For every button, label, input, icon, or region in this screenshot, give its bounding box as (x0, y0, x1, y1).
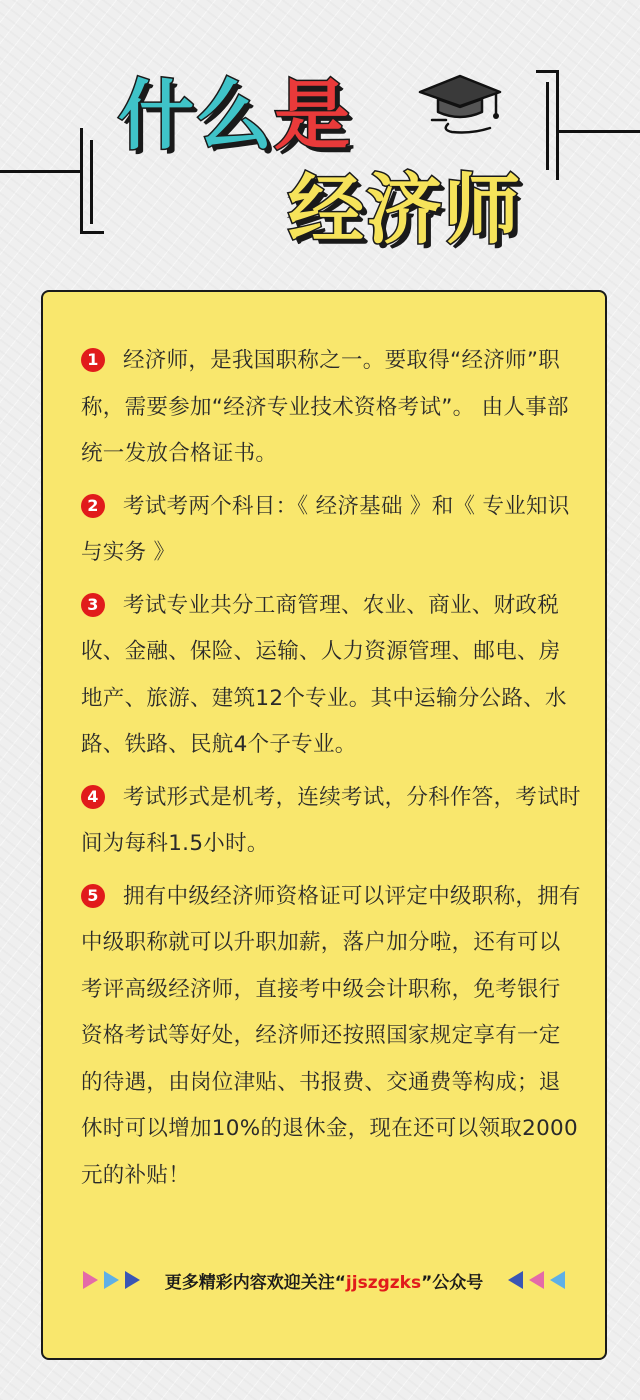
list-item (81, 484, 581, 577)
footer-suffix: ”公众号 (421, 1272, 484, 1293)
footer-banner (43, 1260, 605, 1300)
header-right-rule (556, 130, 640, 133)
title-line2: 经济师 (288, 165, 522, 254)
number-badge: 4 (81, 785, 105, 809)
number-badge: 3 (81, 593, 105, 617)
item-text: 拥有中级经济师资格证可以评定中级职称，拥有中级职称就可以升职加薪，落户加分啦，还有可以考评高级经济师，直接考中级会计职称，免考银行资格考试等好处，经济师还按照国家规定享有一定的待遇，由岗位津贴、书报费、交通费等构成；退休时可以增加10%的退休金，现在还可以领取2000元的补贴！ (81, 883, 581, 1188)
number-badge: 1 (81, 348, 105, 372)
triangle-right-icon (125, 1271, 140, 1289)
header-left-bracket-v2 (90, 140, 93, 224)
triangle-left-icon (550, 1271, 565, 1289)
item-text: 考试形式是机考，连续考试，分科作答，考试时间为每科1.5小时。 (81, 784, 581, 856)
list-item (81, 583, 581, 769)
triangle-right-icon (83, 1271, 98, 1289)
number-badge: 2 (81, 494, 105, 518)
footer-text (165, 1268, 484, 1293)
graduation-cap-icon (412, 70, 508, 140)
number-badge: 5 (81, 884, 105, 908)
header-right-bracket-h (536, 70, 559, 73)
title-is: 是 (274, 71, 352, 160)
title-what: 什么 (118, 71, 274, 160)
header-left-rule (0, 170, 80, 173)
header-left-bracket-v (80, 128, 83, 234)
header-right-bracket-v (556, 70, 559, 180)
item-text: 考试考两个科目：《 经济基础 》和《 专业知识与实务 》 (81, 493, 570, 565)
header-right-bracket-v2 (546, 82, 549, 170)
header-left-bracket-h (80, 231, 104, 234)
item-list (81, 338, 581, 1205)
list-item (81, 874, 581, 1200)
content-card (41, 290, 607, 1360)
list-item (81, 338, 581, 478)
triangle-right-icon (104, 1271, 119, 1289)
item-text: 经济师，是我国职称之一。要取得“经济师”职称，需要参加“经济专业技术资格考试”。 由人事部统一发放合格证书。 (81, 348, 569, 466)
triangle-left-icon (508, 1271, 523, 1289)
title-line1 (118, 71, 352, 160)
footer-prefix: 更多精彩内容欢迎关注“ (164, 1272, 346, 1293)
list-item (81, 775, 581, 868)
triangle-left-icon (529, 1271, 544, 1289)
footer-account: jjszgzks (345, 1272, 422, 1293)
item-text: 考试专业共分工商管理、农业、商业、财政税收、金融、保险、运输、人力资源管理、邮电、房地产、旅游、建筑12个专业。其中运输分公路、水路、铁路、民航4个子专业。 (81, 592, 567, 757)
